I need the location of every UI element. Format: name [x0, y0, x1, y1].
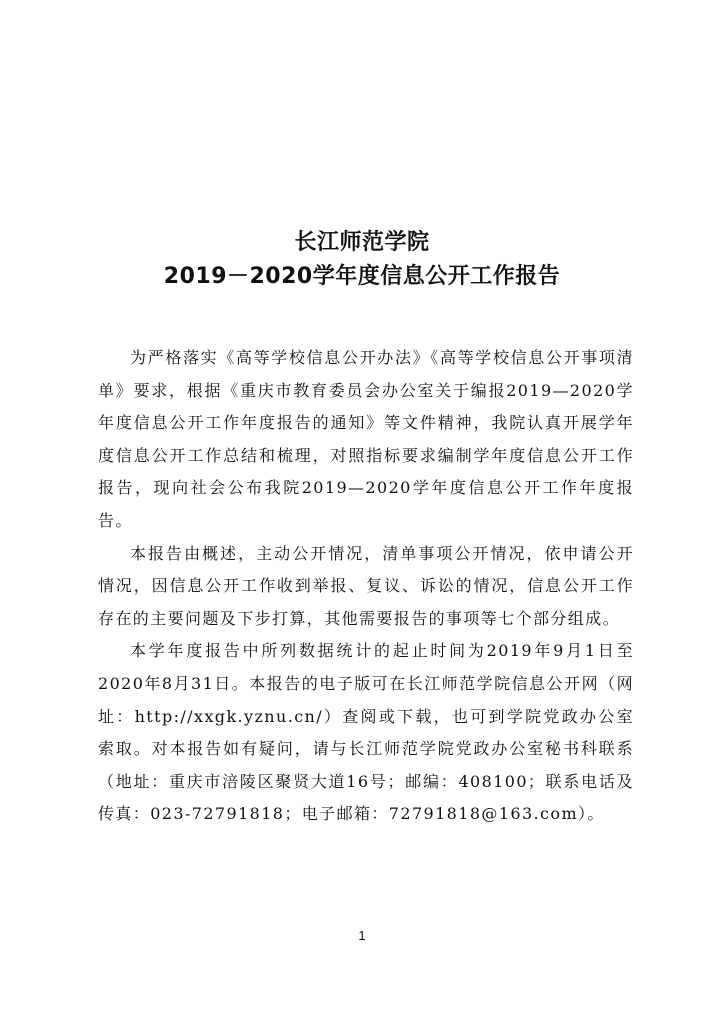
- page-number: 1: [358, 928, 366, 943]
- report-title: [0, 226, 724, 294]
- report-heading: 2019－2020学年度信息公开工作报告: [163, 264, 561, 289]
- paragraph-purpose: 为严格落实《高等学校信息公开办法》《高等学校信息公开事项清单》要求，根据《重庆市教育委员会办公室关于编报2019—2020学年度信息公开工作年度报告的通知》等文件精神，我院认真开展学年度信息公开工作总结和梳理，对照指标要求编制学年度信息公开工作报告，现向社会公布我院2019—2020学年度信息公开工作年度报告。: [98, 348, 634, 530]
- institution-name: 长江师范学院: [294, 230, 430, 255]
- report-body: [98, 342, 634, 831]
- paragraph-structure: 本报告由概述，主动公开情况，清单事项公开情况，依申请公开情况，因信息公开工作收到举报、复议、诉讼的情况，信息公开工作存在的主要问题及下步打算，其他需要报告的事项等七个部分组成。: [98, 543, 634, 628]
- paragraph-period-contact: 本学年度报告中所列数据统计的起止时间为2019年9月1日至2020年8月31日。本报告的电子版可在长江师范学院信息公开网（网址：http://xxgk.yznu.cn/）查阅或下载，也可到学院党政办公室索取。对本报告如有疑问，请与长江师范学院党政办公室秘书科联系（地址：重庆市涪陵区聚贤大道16号；邮编：408100；联系电话及传真：023-72791818；电子邮箱：72791818@163.com）。: [98, 641, 634, 824]
